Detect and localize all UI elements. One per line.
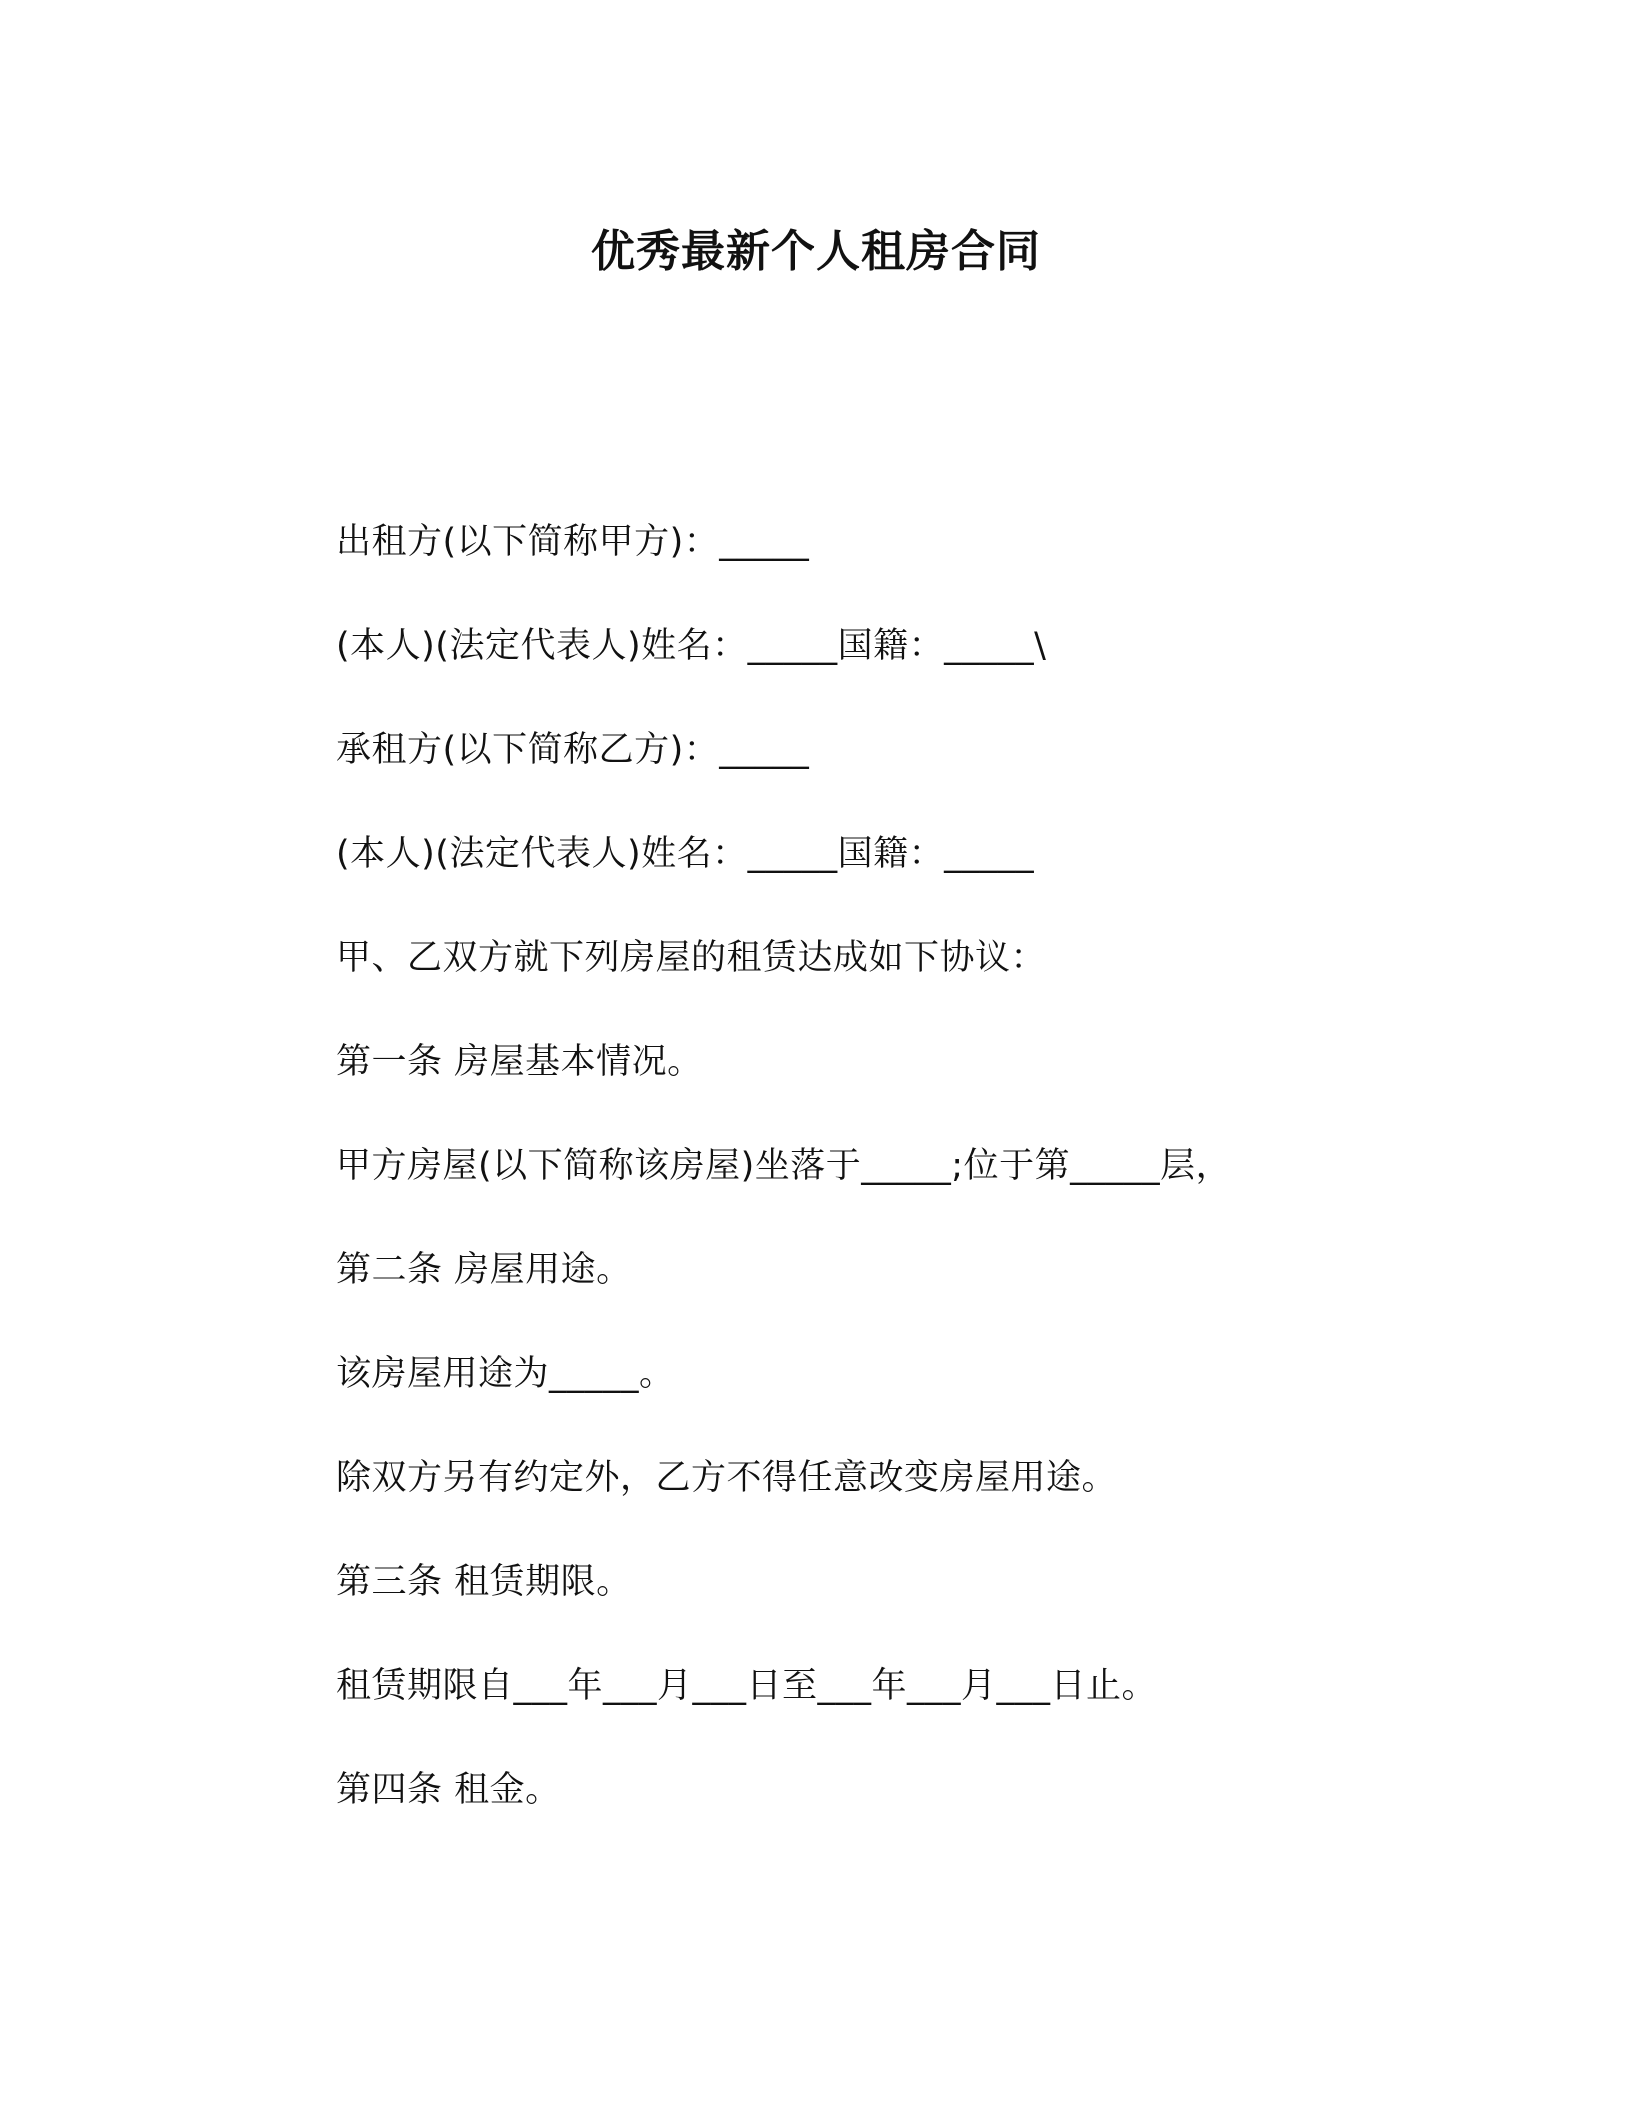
- article-3-heading: 第三条 租赁期限。: [336, 1562, 632, 1602]
- article-1-heading: 第一条 房屋基本情况。: [336, 1042, 703, 1082]
- lessor-name-nationality-line: (本人)(法定代表人)姓名：_____国籍：_____\: [336, 626, 1047, 666]
- lessor-line: 出租方(以下简称甲方)：_____: [336, 522, 810, 562]
- property-location-line: 甲方房屋(以下简称该房屋)坐落于_____;位于第_____层，: [336, 1146, 1232, 1186]
- contract-body: [336, 490, 1336, 1842]
- document-title: 优秀最新个人租房合同: [591, 226, 1041, 277]
- lessee-name-nationality-line: (本人)(法定代表人)姓名：_____国籍：_____: [336, 834, 1035, 874]
- article-4-heading: 第四条 租金。: [336, 1770, 561, 1810]
- property-use-line: 该房屋用途为_____。: [336, 1354, 675, 1394]
- agreement-intro-line: 甲、乙双方就下列房屋的租赁达成如下协议：: [336, 938, 1047, 978]
- use-restriction-line: 除双方另有约定外，乙方不得任意改变房屋用途。: [336, 1458, 1118, 1498]
- lessee-line: 承租方(以下简称乙方)：_____: [336, 730, 810, 770]
- lease-term-line: 租赁期限自___年___月___日至___年___月___日止。: [336, 1666, 1158, 1706]
- article-2-heading: 第二条 房屋用途。: [336, 1250, 632, 1290]
